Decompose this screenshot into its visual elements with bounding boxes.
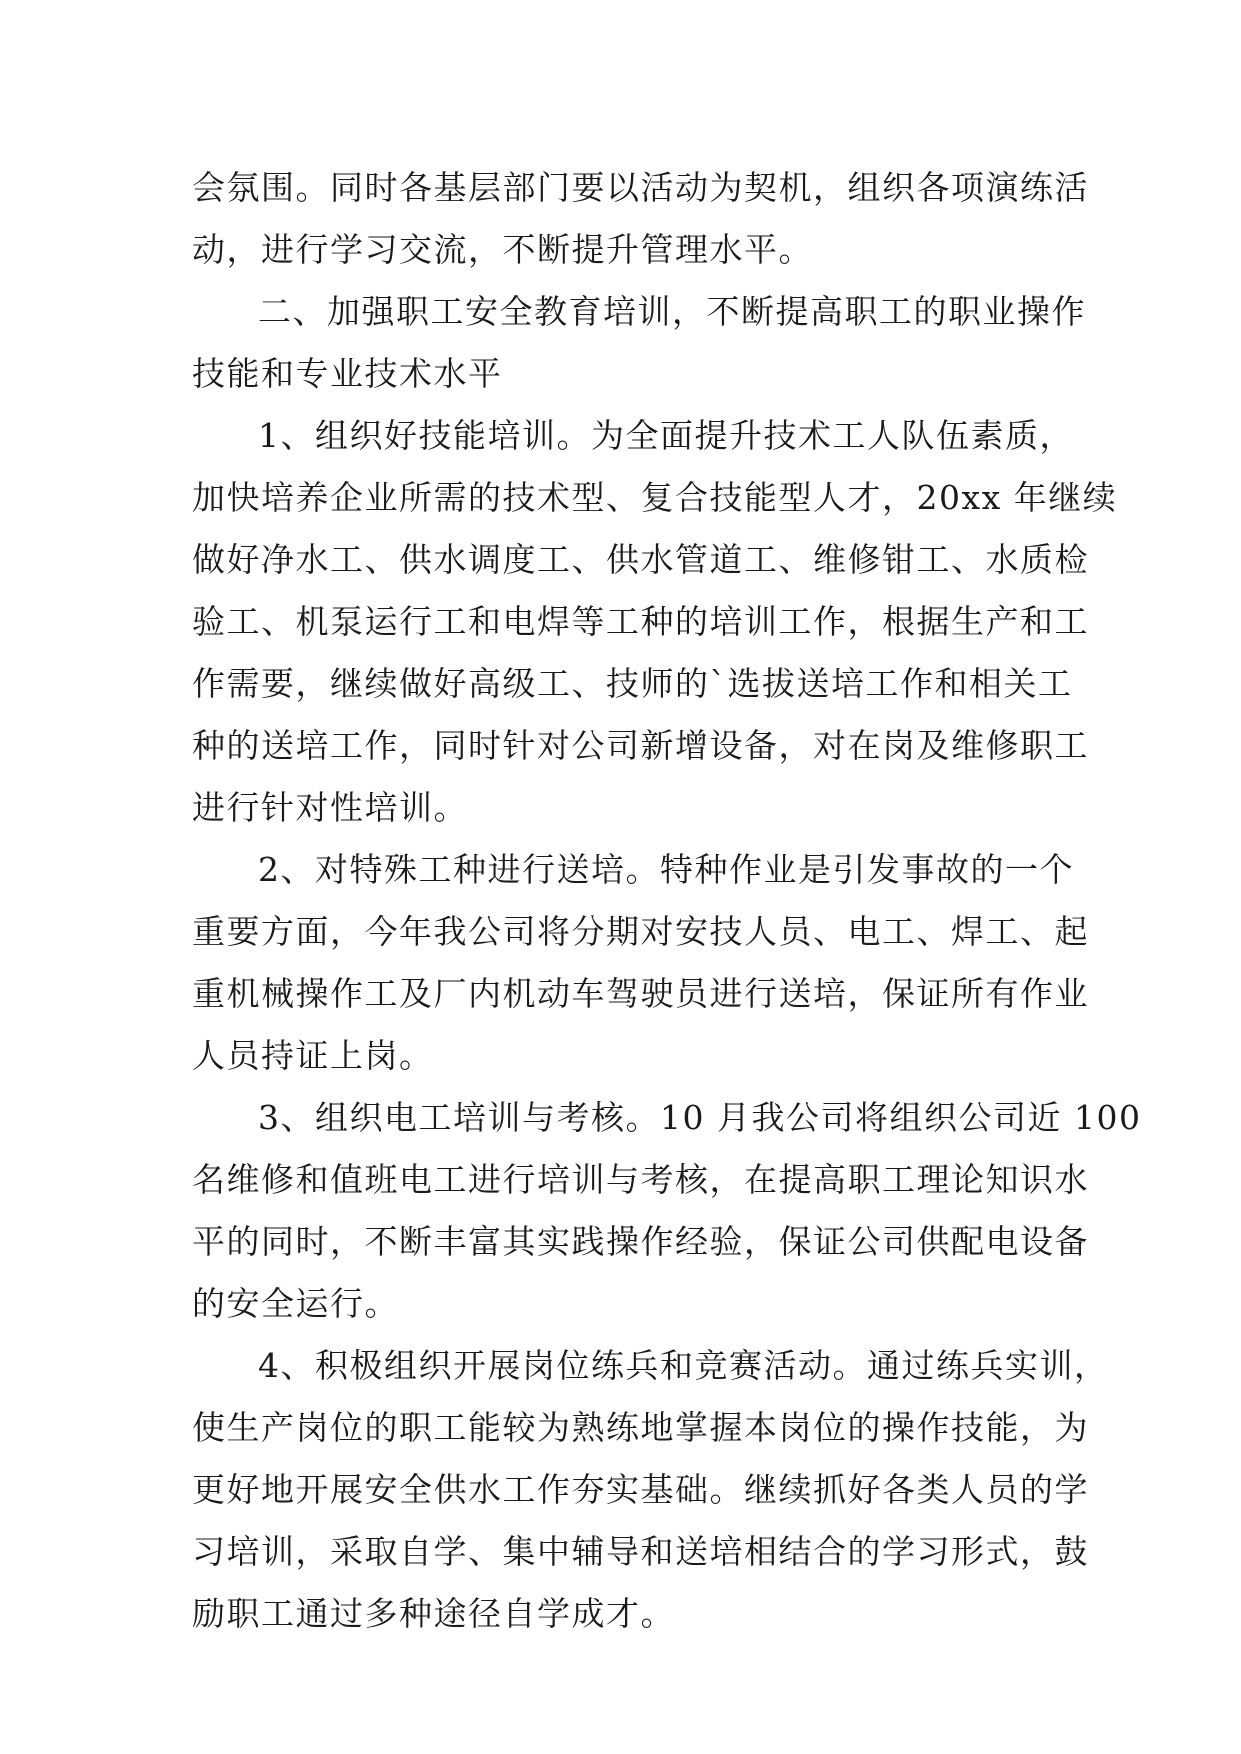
paragraph-line: 名维修和值班电工进行培训与考核，在提高职工理论知识水 — [192, 1160, 1089, 1199]
paragraph-line: 种的送培工作，同时针对公司新增设备，对在岗及维修职工 — [192, 726, 1089, 765]
paragraph-line: 作需要，继续做好高级工、技师的`选拔送培工作和相关工 — [192, 664, 1073, 703]
paragraph-line: 会氛围。同时各基层部门要以活动为契机，组织各项演练活 — [192, 168, 1089, 207]
paragraph-line: 1、组织好技能培训。为全面提升技术工人队伍素质， — [258, 416, 1074, 455]
paragraph-line: 3、组织电工培训与考核。10 月我公司将组织公司近 100 — [258, 1098, 1142, 1137]
paragraph-line: 使生产岗位的职工能较为熟练地掌握本岗位的操作技能，为 — [192, 1408, 1089, 1447]
paragraph-line: 做好净水工、供水调度工、供水管道工、维修钳工、水质检 — [192, 540, 1089, 579]
paragraph-line: 验工、机泵运行工和电焊等工种的培训工作，根据生产和工 — [192, 602, 1089, 641]
paragraph-line: 更好地开展安全供水工作夯实基础。继续抓好各类人员的学 — [192, 1470, 1089, 1509]
paragraph-line: 2、对特殊工种进行送培。特种作业是引发事故的一个 — [258, 850, 1074, 889]
paragraph-line: 动，进行学习交流，不断提升管理水平。 — [192, 230, 813, 269]
paragraph-line: 重机械操作工及厂内机动车驾驶员进行送培，保证所有作业 — [192, 974, 1089, 1013]
paragraph-line: 加快培养企业所需的技术型、复合技能型人才，20xx 年继续 — [192, 478, 1118, 517]
section-heading-line: 技能和专业技术水平 — [192, 354, 503, 393]
section-heading-line: 二、加强职工安全教育培训，不断提高职工的职业操作 — [258, 292, 1086, 331]
paragraph-line: 4、积极组织开展岗位练兵和竞赛活动。通过练兵实训， — [258, 1346, 1109, 1385]
paragraph-line: 的安全运行。 — [192, 1284, 399, 1323]
paragraph-line: 进行针对性培训。 — [192, 788, 468, 827]
paragraph-line: 平的同时，不断丰富其实践操作经验，保证公司供配电设备 — [192, 1222, 1089, 1261]
paragraph-line: 励职工通过多种途径自学成才。 — [192, 1594, 675, 1633]
paragraph-line: 重要方面，今年我公司将分期对安技人员、电工、焊工、起 — [192, 912, 1089, 951]
paragraph-line: 习培训，采取自学、集中辅导和送培相结合的学习形式，鼓 — [192, 1532, 1089, 1571]
paragraph-line: 人员持证上岗。 — [192, 1036, 434, 1075]
document-body — [192, 157, 1142, 1645]
